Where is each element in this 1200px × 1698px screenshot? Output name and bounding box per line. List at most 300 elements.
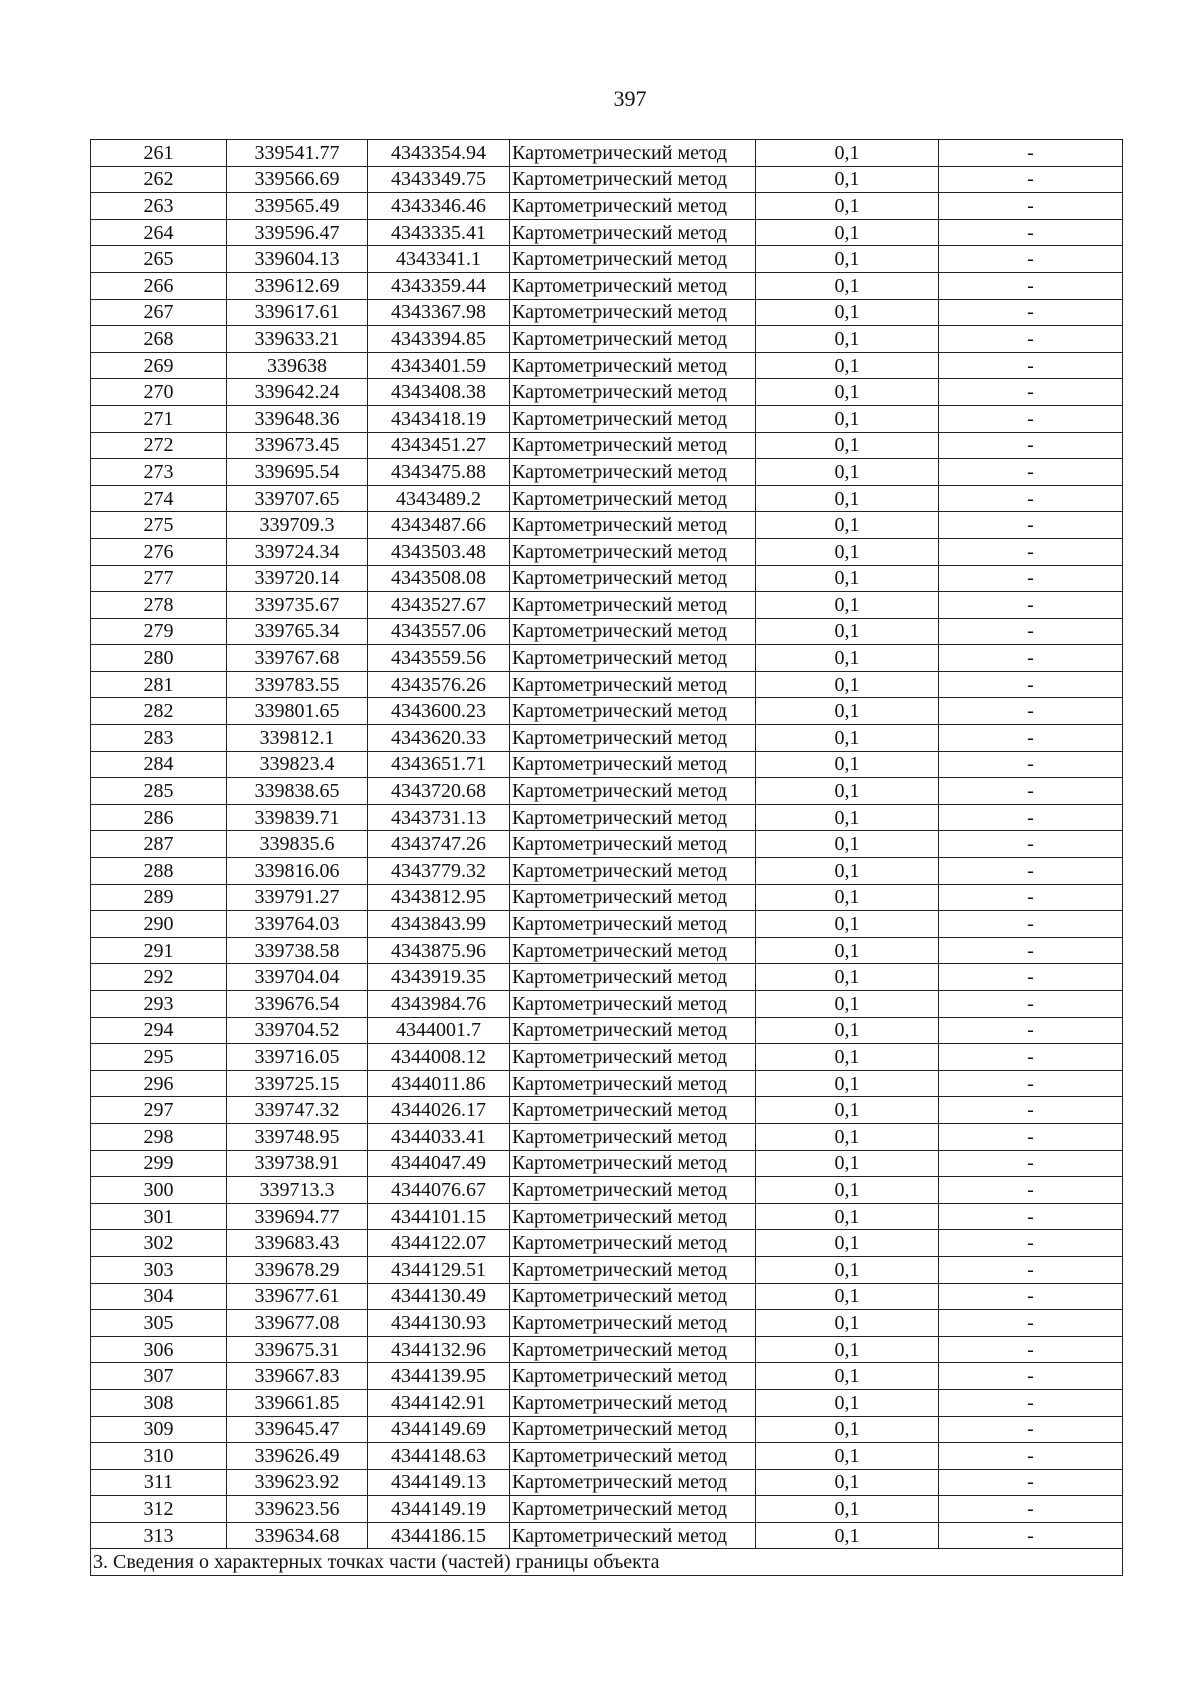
description-cell: - — [939, 778, 1123, 805]
table-row — [91, 538, 1123, 565]
method-cell: Картометрический метод — [510, 193, 756, 220]
point-number-cell: 300 — [91, 1177, 227, 1204]
table-row — [91, 246, 1123, 273]
x-coordinate-cell: 339661.85 — [227, 1389, 368, 1416]
table-row — [91, 219, 1123, 246]
point-number-cell: 305 — [91, 1310, 227, 1337]
description-cell: - — [939, 911, 1123, 938]
table-row — [91, 751, 1123, 778]
accuracy-cell: 0,1 — [756, 246, 939, 273]
description-cell: - — [939, 1283, 1123, 1310]
table-row — [91, 884, 1123, 911]
x-coordinate-cell: 339839.71 — [227, 804, 368, 831]
description-cell: - — [939, 246, 1123, 273]
table-row — [91, 831, 1123, 858]
point-number-cell: 292 — [91, 964, 227, 991]
method-cell: Картометрический метод — [510, 618, 756, 645]
accuracy-cell: 0,1 — [756, 352, 939, 379]
method-cell: Картометрический метод — [510, 911, 756, 938]
accuracy-cell: 0,1 — [756, 272, 939, 299]
table-row — [91, 299, 1123, 326]
point-number-cell: 283 — [91, 725, 227, 752]
accuracy-cell: 0,1 — [756, 618, 939, 645]
method-cell: Картометрический метод — [510, 246, 756, 273]
table-row — [91, 379, 1123, 406]
description-cell: - — [939, 219, 1123, 246]
y-coordinate-cell: 4343346.46 — [368, 193, 510, 220]
method-cell: Картометрический метод — [510, 671, 756, 698]
y-coordinate-cell: 4343367.98 — [368, 299, 510, 326]
accuracy-cell: 0,1 — [756, 1230, 939, 1257]
y-coordinate-cell: 4343451.27 — [368, 432, 510, 459]
table-row — [91, 1070, 1123, 1097]
y-coordinate-cell: 4343843.99 — [368, 911, 510, 938]
method-cell: Картометрический метод — [510, 831, 756, 858]
accuracy-cell: 0,1 — [756, 565, 939, 592]
x-coordinate-cell: 339709.3 — [227, 512, 368, 539]
point-number-cell: 311 — [91, 1469, 227, 1496]
description-cell: - — [939, 858, 1123, 885]
method-cell: Картометрический метод — [510, 326, 756, 353]
accuracy-cell: 0,1 — [756, 1017, 939, 1044]
table-row — [91, 1017, 1123, 1044]
table-row — [91, 1123, 1123, 1150]
description-cell: - — [939, 1363, 1123, 1390]
accuracy-cell: 0,1 — [756, 778, 939, 805]
method-cell: Картометрический метод — [510, 1177, 756, 1204]
table-row — [91, 1044, 1123, 1071]
point-number-cell: 301 — [91, 1203, 227, 1230]
x-coordinate-cell: 339667.83 — [227, 1363, 368, 1390]
point-number-cell: 290 — [91, 911, 227, 938]
description-cell: - — [939, 1203, 1123, 1230]
x-coordinate-cell: 339623.92 — [227, 1469, 368, 1496]
table-row — [91, 858, 1123, 885]
accuracy-cell: 0,1 — [756, 193, 939, 220]
point-number-cell: 274 — [91, 485, 227, 512]
x-coordinate-cell: 339623.56 — [227, 1496, 368, 1523]
description-cell: - — [939, 1443, 1123, 1470]
accuracy-cell: 0,1 — [756, 1070, 939, 1097]
description-cell: - — [939, 964, 1123, 991]
accuracy-cell: 0,1 — [756, 592, 939, 619]
x-coordinate-cell: 339612.69 — [227, 272, 368, 299]
method-cell: Картометрический метод — [510, 1070, 756, 1097]
y-coordinate-cell: 4343600.23 — [368, 698, 510, 725]
table-row — [91, 1522, 1123, 1549]
accuracy-cell: 0,1 — [756, 964, 939, 991]
x-coordinate-cell: 339675.31 — [227, 1336, 368, 1363]
method-cell: Картометрический метод — [510, 1017, 756, 1044]
description-cell: - — [939, 565, 1123, 592]
y-coordinate-cell: 4344122.07 — [368, 1230, 510, 1257]
point-number-cell: 282 — [91, 698, 227, 725]
y-coordinate-cell: 4344008.12 — [368, 1044, 510, 1071]
method-cell: Картометрический метод — [510, 1389, 756, 1416]
description-cell: - — [939, 1522, 1123, 1549]
x-coordinate-cell: 339695.54 — [227, 459, 368, 486]
method-cell: Картометрический метод — [510, 379, 756, 406]
method-cell: Картометрический метод — [510, 459, 756, 486]
accuracy-cell: 0,1 — [756, 1283, 939, 1310]
accuracy-cell: 0,1 — [756, 459, 939, 486]
point-number-cell: 277 — [91, 565, 227, 592]
description-cell: - — [939, 379, 1123, 406]
description-cell: - — [939, 725, 1123, 752]
y-coordinate-cell: 4343559.56 — [368, 645, 510, 672]
point-number-cell: 294 — [91, 1017, 227, 1044]
y-coordinate-cell: 4344001.7 — [368, 1017, 510, 1044]
description-cell: - — [939, 1496, 1123, 1523]
x-coordinate-cell: 339694.77 — [227, 1203, 368, 1230]
x-coordinate-cell: 339617.61 — [227, 299, 368, 326]
point-number-cell: 268 — [91, 326, 227, 353]
method-cell: Картометрический метод — [510, 1363, 756, 1390]
description-cell: - — [939, 1177, 1123, 1204]
table-row — [91, 352, 1123, 379]
method-cell: Картометрический метод — [510, 1522, 756, 1549]
table-row — [91, 459, 1123, 486]
point-number-cell: 264 — [91, 219, 227, 246]
description-cell: - — [939, 804, 1123, 831]
table-row — [91, 911, 1123, 938]
table-row — [91, 1336, 1123, 1363]
y-coordinate-cell: 4343919.35 — [368, 964, 510, 991]
description-cell: - — [939, 884, 1123, 911]
x-coordinate-cell: 339765.34 — [227, 618, 368, 645]
accuracy-cell: 0,1 — [756, 1496, 939, 1523]
description-cell: - — [939, 698, 1123, 725]
x-coordinate-cell: 339725.15 — [227, 1070, 368, 1097]
accuracy-cell: 0,1 — [756, 991, 939, 1018]
description-cell: - — [939, 1230, 1123, 1257]
point-number-cell: 307 — [91, 1363, 227, 1390]
x-coordinate-cell: 339764.03 — [227, 911, 368, 938]
accuracy-cell: 0,1 — [756, 1150, 939, 1177]
x-coordinate-cell: 339642.24 — [227, 379, 368, 406]
point-number-cell: 304 — [91, 1283, 227, 1310]
description-cell: - — [939, 1310, 1123, 1337]
y-coordinate-cell: 4344130.93 — [368, 1310, 510, 1337]
y-coordinate-cell: 4344142.91 — [368, 1389, 510, 1416]
accuracy-cell: 0,1 — [756, 299, 939, 326]
x-coordinate-cell: 339677.61 — [227, 1283, 368, 1310]
x-coordinate-cell: 339634.68 — [227, 1522, 368, 1549]
description-cell: - — [939, 1150, 1123, 1177]
point-number-cell: 313 — [91, 1522, 227, 1549]
description-cell: - — [939, 352, 1123, 379]
table-row — [91, 272, 1123, 299]
point-number-cell: 302 — [91, 1230, 227, 1257]
point-number-cell: 296 — [91, 1070, 227, 1097]
table-row — [91, 1097, 1123, 1124]
description-cell: - — [939, 459, 1123, 486]
x-coordinate-cell: 339816.06 — [227, 858, 368, 885]
table-row — [91, 592, 1123, 619]
accuracy-cell: 0,1 — [756, 831, 939, 858]
accuracy-cell: 0,1 — [756, 1336, 939, 1363]
point-number-cell: 273 — [91, 459, 227, 486]
x-coordinate-cell: 339677.08 — [227, 1310, 368, 1337]
method-cell: Картометрический метод — [510, 1416, 756, 1443]
description-cell: - — [939, 432, 1123, 459]
description-cell: - — [939, 326, 1123, 353]
y-coordinate-cell: 4344011.86 — [368, 1070, 510, 1097]
x-coordinate-cell: 339801.65 — [227, 698, 368, 725]
point-number-cell: 279 — [91, 618, 227, 645]
point-number-cell: 262 — [91, 166, 227, 193]
method-cell: Картометрический метод — [510, 166, 756, 193]
x-coordinate-cell: 339678.29 — [227, 1256, 368, 1283]
y-coordinate-cell: 4343418.19 — [368, 405, 510, 432]
y-coordinate-cell: 4344132.96 — [368, 1336, 510, 1363]
accuracy-cell: 0,1 — [756, 911, 939, 938]
description-cell: - — [939, 405, 1123, 432]
accuracy-cell: 0,1 — [756, 1443, 939, 1470]
table-row — [91, 618, 1123, 645]
x-coordinate-cell: 339724.34 — [227, 538, 368, 565]
coordinates-table — [90, 139, 1123, 1576]
description-cell: - — [939, 937, 1123, 964]
description-cell: - — [939, 1097, 1123, 1124]
method-cell: Картометрический метод — [510, 352, 756, 379]
y-coordinate-cell: 4344130.49 — [368, 1283, 510, 1310]
x-coordinate-cell: 339720.14 — [227, 565, 368, 592]
table-row — [91, 1496, 1123, 1523]
accuracy-cell: 0,1 — [756, 1203, 939, 1230]
point-number-cell: 287 — [91, 831, 227, 858]
description-cell: - — [939, 1070, 1123, 1097]
x-coordinate-cell: 339676.54 — [227, 991, 368, 1018]
table-row — [91, 645, 1123, 672]
accuracy-cell: 0,1 — [756, 884, 939, 911]
y-coordinate-cell: 4343335.41 — [368, 219, 510, 246]
x-coordinate-cell: 339565.49 — [227, 193, 368, 220]
y-coordinate-cell: 4343747.26 — [368, 831, 510, 858]
method-cell: Картометрический метод — [510, 1044, 756, 1071]
point-number-cell: 285 — [91, 778, 227, 805]
x-coordinate-cell: 339823.4 — [227, 751, 368, 778]
y-coordinate-cell: 4343527.67 — [368, 592, 510, 619]
table-row — [91, 804, 1123, 831]
accuracy-cell: 0,1 — [756, 326, 939, 353]
x-coordinate-cell: 339604.13 — [227, 246, 368, 273]
accuracy-cell: 0,1 — [756, 1389, 939, 1416]
point-number-cell: 281 — [91, 671, 227, 698]
point-number-cell: 295 — [91, 1044, 227, 1071]
point-number-cell: 299 — [91, 1150, 227, 1177]
method-cell: Картометрический метод — [510, 725, 756, 752]
table-row — [91, 1203, 1123, 1230]
accuracy-cell: 0,1 — [756, 379, 939, 406]
coordinates-table-body — [91, 140, 1123, 1549]
method-cell: Картометрический метод — [510, 512, 756, 539]
x-coordinate-cell: 339835.6 — [227, 831, 368, 858]
x-coordinate-cell: 339738.58 — [227, 937, 368, 964]
accuracy-cell: 0,1 — [756, 512, 939, 539]
method-cell: Картометрический метод — [510, 1230, 756, 1257]
method-cell: Картометрический метод — [510, 1097, 756, 1124]
accuracy-cell: 0,1 — [756, 698, 939, 725]
table-row — [91, 698, 1123, 725]
description-cell: - — [939, 671, 1123, 698]
point-number-cell: 312 — [91, 1496, 227, 1523]
accuracy-cell: 0,1 — [756, 485, 939, 512]
x-coordinate-cell: 339541.77 — [227, 140, 368, 167]
table-row — [91, 1177, 1123, 1204]
description-cell: - — [939, 272, 1123, 299]
table-row — [91, 778, 1123, 805]
method-cell: Картометрический метод — [510, 405, 756, 432]
y-coordinate-cell: 4343394.85 — [368, 326, 510, 353]
description-cell: - — [939, 299, 1123, 326]
x-coordinate-cell: 339645.47 — [227, 1416, 368, 1443]
accuracy-cell: 0,1 — [756, 1256, 939, 1283]
method-cell: Картометрический метод — [510, 751, 756, 778]
point-number-cell: 278 — [91, 592, 227, 619]
point-number-cell: 308 — [91, 1389, 227, 1416]
y-coordinate-cell: 4344033.41 — [368, 1123, 510, 1150]
y-coordinate-cell: 4343576.26 — [368, 671, 510, 698]
description-cell: - — [939, 1044, 1123, 1071]
method-cell: Картометрический метод — [510, 219, 756, 246]
accuracy-cell: 0,1 — [756, 645, 939, 672]
accuracy-cell: 0,1 — [756, 1044, 939, 1071]
method-cell: Картометрический метод — [510, 858, 756, 885]
accuracy-cell: 0,1 — [756, 1097, 939, 1124]
y-coordinate-cell: 4344026.17 — [368, 1097, 510, 1124]
description-cell: - — [939, 1469, 1123, 1496]
y-coordinate-cell: 4343651.71 — [368, 751, 510, 778]
table-row — [91, 166, 1123, 193]
method-cell: Картометрический метод — [510, 1203, 756, 1230]
point-number-cell: 269 — [91, 352, 227, 379]
table-row — [91, 1230, 1123, 1257]
accuracy-cell: 0,1 — [756, 671, 939, 698]
table-row — [91, 1256, 1123, 1283]
method-cell: Картометрический метод — [510, 432, 756, 459]
table-row — [91, 485, 1123, 512]
y-coordinate-cell: 4344148.63 — [368, 1443, 510, 1470]
table-row — [91, 1150, 1123, 1177]
y-coordinate-cell: 4343489.2 — [368, 485, 510, 512]
accuracy-cell: 0,1 — [756, 858, 939, 885]
y-coordinate-cell: 4344149.13 — [368, 1469, 510, 1496]
accuracy-cell: 0,1 — [756, 1123, 939, 1150]
accuracy-cell: 0,1 — [756, 1469, 939, 1496]
method-cell: Картометрический метод — [510, 272, 756, 299]
y-coordinate-cell: 4343408.38 — [368, 379, 510, 406]
point-number-cell: 263 — [91, 193, 227, 220]
table-row — [91, 1363, 1123, 1390]
x-coordinate-cell: 339704.52 — [227, 1017, 368, 1044]
y-coordinate-cell: 4344129.51 — [368, 1256, 510, 1283]
table-row — [91, 1469, 1123, 1496]
description-cell: - — [939, 618, 1123, 645]
method-cell: Картометрический метод — [510, 1256, 756, 1283]
accuracy-cell: 0,1 — [756, 751, 939, 778]
method-cell: Картометрический метод — [510, 1469, 756, 1496]
table-row — [91, 991, 1123, 1018]
point-number-cell: 289 — [91, 884, 227, 911]
accuracy-cell: 0,1 — [756, 1522, 939, 1549]
point-number-cell: 270 — [91, 379, 227, 406]
point-number-cell: 280 — [91, 645, 227, 672]
x-coordinate-cell: 339683.43 — [227, 1230, 368, 1257]
table-row — [91, 405, 1123, 432]
point-number-cell: 272 — [91, 432, 227, 459]
method-cell: Картометрический метод — [510, 1150, 756, 1177]
accuracy-cell: 0,1 — [756, 219, 939, 246]
table-row — [91, 565, 1123, 592]
method-cell: Картометрический метод — [510, 991, 756, 1018]
description-cell: - — [939, 512, 1123, 539]
y-coordinate-cell: 4343875.96 — [368, 937, 510, 964]
method-cell: Картометрический метод — [510, 698, 756, 725]
table-row — [91, 432, 1123, 459]
point-number-cell: 284 — [91, 751, 227, 778]
accuracy-cell: 0,1 — [756, 1310, 939, 1337]
x-coordinate-cell: 339812.1 — [227, 725, 368, 752]
section-heading-row — [91, 1549, 1123, 1576]
description-cell: - — [939, 831, 1123, 858]
y-coordinate-cell: 4343812.95 — [368, 884, 510, 911]
x-coordinate-cell: 339738.91 — [227, 1150, 368, 1177]
x-coordinate-cell: 339596.47 — [227, 219, 368, 246]
accuracy-cell: 0,1 — [756, 804, 939, 831]
description-cell: - — [939, 1416, 1123, 1443]
x-coordinate-cell: 339707.65 — [227, 485, 368, 512]
method-cell: Картометрический метод — [510, 1123, 756, 1150]
x-coordinate-cell: 339704.04 — [227, 964, 368, 991]
table-row — [91, 725, 1123, 752]
description-cell: - — [939, 166, 1123, 193]
x-coordinate-cell: 339747.32 — [227, 1097, 368, 1124]
description-cell: - — [939, 592, 1123, 619]
method-cell: Картометрический метод — [510, 1283, 756, 1310]
method-cell: Картометрический метод — [510, 645, 756, 672]
y-coordinate-cell: 4343354.94 — [368, 140, 510, 167]
y-coordinate-cell: 4343341.1 — [368, 246, 510, 273]
y-coordinate-cell: 4344139.95 — [368, 1363, 510, 1390]
accuracy-cell: 0,1 — [756, 1177, 939, 1204]
table-row — [91, 937, 1123, 964]
method-cell: Картометрический метод — [510, 1336, 756, 1363]
y-coordinate-cell: 4343359.44 — [368, 272, 510, 299]
x-coordinate-cell: 339633.21 — [227, 326, 368, 353]
method-cell: Картометрический метод — [510, 1310, 756, 1337]
description-cell: - — [939, 538, 1123, 565]
method-cell: Картометрический метод — [510, 884, 756, 911]
x-coordinate-cell: 339838.65 — [227, 778, 368, 805]
y-coordinate-cell: 4343503.48 — [368, 538, 510, 565]
x-coordinate-cell: 339791.27 — [227, 884, 368, 911]
table-row — [91, 964, 1123, 991]
description-cell: - — [939, 193, 1123, 220]
description-cell: - — [939, 645, 1123, 672]
method-cell: Картометрический метод — [510, 964, 756, 991]
x-coordinate-cell: 339566.69 — [227, 166, 368, 193]
description-cell: - — [939, 1017, 1123, 1044]
table-row — [91, 1310, 1123, 1337]
description-cell: - — [939, 1256, 1123, 1283]
method-cell: Картометрический метод — [510, 538, 756, 565]
table-row — [91, 1416, 1123, 1443]
table-row — [91, 1389, 1123, 1416]
x-coordinate-cell: 339748.95 — [227, 1123, 368, 1150]
point-number-cell: 298 — [91, 1123, 227, 1150]
point-number-cell: 276 — [91, 538, 227, 565]
